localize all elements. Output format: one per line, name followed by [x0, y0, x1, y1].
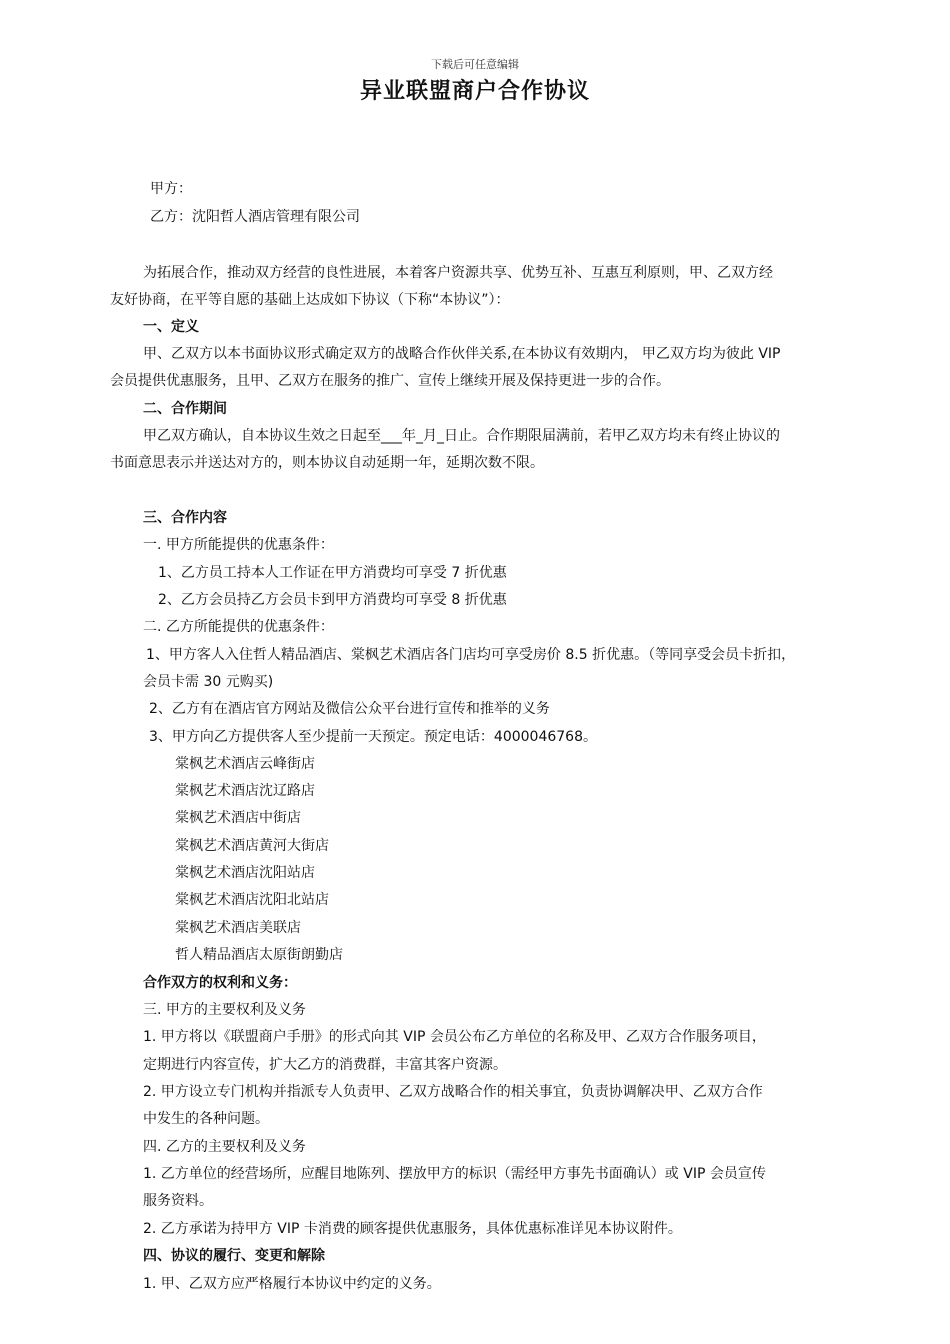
section-heading-content: 三、合作内容	[143, 510, 227, 526]
intro-line-2: 友好协商，在平等自愿的基础上达成如下协议（下称“本协议”）：	[110, 292, 510, 308]
party-b-offer-1-line-2: 会员卡需 30 元购买)	[143, 674, 274, 690]
party-a-rights-line: 定期进行内容宣传，扩大乙方的消费群，丰富其客户资源。	[143, 1057, 507, 1073]
party-a-rights-line: 2. 甲方设立专门机构并指派专人负责甲、乙双方战略合作的相关事宜，负责协调解决甲、乙双方合作	[143, 1084, 763, 1100]
definition-line-2: 会员提供优惠服务，且甲、乙双方在服务的推广、宣传上继续开展及保持更进一步的合作。	[110, 373, 670, 389]
section-heading-definition: 一、定义	[143, 319, 199, 335]
party-b-offers-heading: 二. 乙方所能提供的优惠条件：	[143, 619, 334, 635]
party-b-rights-line: 2. 乙方承诺为持甲方 VIP 卡消费的顾客提供优惠服务，具体优惠标准详见本协议附件。	[143, 1221, 682, 1237]
party-a-offer-2: 2、乙方会员持乙方会员卡到甲方消费均可享受 8 折优惠	[158, 592, 507, 608]
header-note: 下载后可任意编辑	[431, 58, 519, 71]
performance-line-1: 1. 甲、乙双方应严格履行本协议中约定的义务。	[143, 1276, 441, 1292]
party-b-rights-heading: 四. 乙方的主要权利及义务	[143, 1139, 306, 1155]
party-b-rights-line: 1. 乙方单位的经营场所，应醒目地陈列、摆放甲方的标识（需经甲方事先书面确认）或 VIP 会员宣传	[143, 1166, 766, 1182]
hotel-list-item: 棠枫艺术酒店沈阳站店	[175, 865, 315, 881]
period-line-1: 甲乙双方确认，自本协议生效之日起至___年_月_日止。合作期限届满前，若甲乙双方均未有终止协议的	[143, 428, 780, 444]
definition-line-1: 甲、乙双方以本书面协议形式确定双方的战略合作伙伴关系,在本协议有效期内， 甲乙双方均为彼此 VIP	[143, 346, 781, 362]
party-a: 甲方：	[150, 181, 192, 197]
section-heading-period: 二、合作期间	[143, 401, 227, 417]
party-b: 乙方：沈阳哲人酒店管理有限公司	[150, 209, 360, 225]
party-b-rights-line: 服务资料。	[143, 1193, 213, 1209]
party-a-rights-line: 1. 甲方将以《联盟商户手册》的形式向其 VIP 会员公布乙方单位的名称及甲、乙双方合作服务项目，	[143, 1029, 766, 1045]
party-b-offer-1-line-1: 1、甲方客人入住哲人精品酒店、棠枫艺术酒店各门店均可享受房价 8.5 折优惠。（等同享受会员卡折扣，	[146, 647, 796, 663]
section-heading-performance: 四、协议的履行、变更和解除	[143, 1248, 325, 1264]
intro-line-1: 为拓展合作，推动双方经营的良性进展，本着客户资源共享、优势互补、互惠互利原则，甲、乙双方经	[143, 265, 773, 281]
party-a-offers-heading: 一. 甲方所能提供的优惠条件：	[143, 537, 334, 553]
hotel-list-item: 棠枫艺术酒店云峰街店	[175, 756, 315, 772]
hotel-list-item: 棠枫艺术酒店沈辽路店	[175, 783, 315, 799]
rights-heading: 合作双方的权利和义务：	[143, 975, 297, 991]
hotel-list-item: 哲人精品酒店太原街朗勤店	[175, 947, 343, 963]
hotel-list-item: 棠枫艺术酒店沈阳北站店	[175, 892, 329, 908]
hotel-list-item: 棠枫艺术酒店美联店	[175, 920, 301, 936]
party-a-rights-line: 中发生的各种问题。	[143, 1111, 269, 1127]
hotel-list-item: 棠枫艺术酒店黄河大街店	[175, 838, 329, 854]
document-title: 异业联盟商户合作协议	[359, 79, 590, 104]
party-b-offer-3: 3、甲方向乙方提供客人至少提前一天预定。预定电话：4000046768。	[149, 729, 597, 745]
party-b-offer-2: 2、乙方有在酒店官方网站及微信公众平台进行宣传和推举的义务	[149, 701, 550, 717]
party-a-rights-heading: 三. 甲方的主要权利及义务	[143, 1002, 306, 1018]
period-line-2: 书面意思表示并送达对方的，则本协议自动延期一年，延期次数不限。	[110, 455, 544, 471]
hotel-list-item: 棠枫艺术酒店中街店	[175, 810, 301, 826]
party-a-offer-1: 1、乙方员工持本人工作证在甲方消费均可享受 7 折优惠	[158, 565, 507, 581]
